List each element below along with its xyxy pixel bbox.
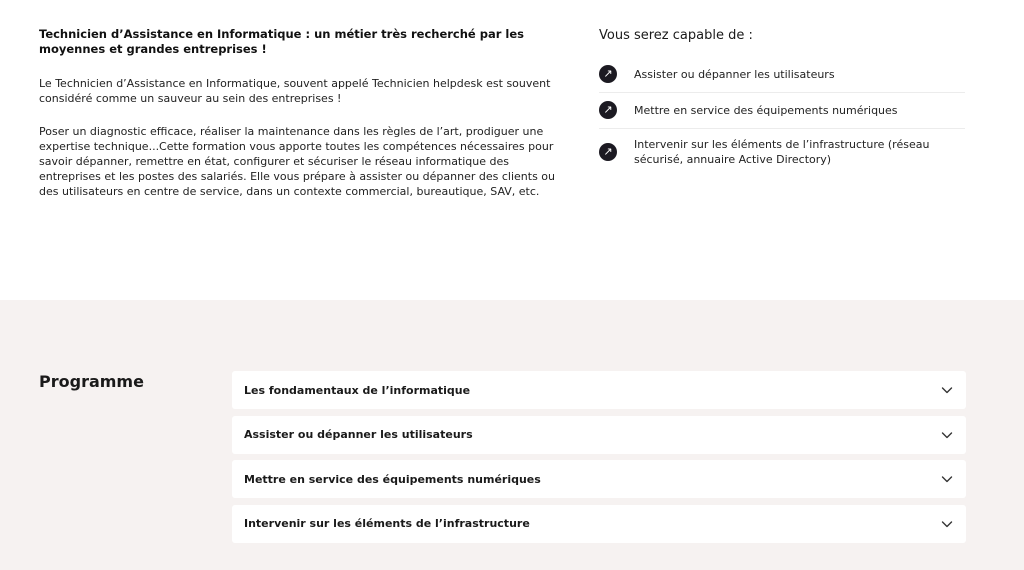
capability-label: Mettre en service des équipements numériques [634, 103, 898, 117]
capability-label: Assister ou dépanner les utilisateurs [634, 67, 835, 81]
capability-item [599, 93, 965, 129]
arrow-up-right-icon: ↗ [599, 65, 617, 83]
chevron-down-icon[interactable] [940, 472, 954, 486]
programme-title: Programme [39, 372, 144, 391]
accordion-item-label: Assister ou dépanner les utilisateurs [244, 428, 473, 441]
arrow-up-right-icon: ↗ [599, 101, 617, 119]
programme-accordion [232, 371, 966, 549]
chevron-down-icon[interactable] [940, 517, 954, 531]
programme-section [0, 300, 1024, 570]
capability-item [599, 129, 965, 176]
accordion-item-assister[interactable] [232, 416, 966, 454]
accordion-item-label: Intervenir sur les éléments de l’infrastructure [244, 517, 530, 530]
capabilities-list [599, 57, 965, 176]
accordion-item-equipements[interactable] [232, 460, 966, 498]
intro-heading: Technicien d’Assistance en Informatique : un métier très recherché par les moyennes et grandes entreprises ! [39, 27, 524, 56]
chevron-down-icon[interactable] [940, 383, 954, 397]
capabilities-block [599, 27, 965, 176]
chevron-down-icon[interactable] [940, 428, 954, 442]
intro-block [39, 27, 559, 199]
arrow-up-right-icon: ↗ [599, 143, 617, 161]
capability-item [599, 57, 965, 93]
intro-paragraph: Poser un diagnostic efficace, réaliser la maintenance dans les règles de l’art, prodiguer une expertise technique...Cette formation vous apporte toutes les compétences nécessaires pour savoir dépanner, remettre en état, configurer et sécuriser le réseau informatique des entreprises et les postes des salariés. Elle vous prépare à assister ou dépanner des clients ou des utilisateurs en centre de service, dans un contexte commercial, bureautique, SAV, etc. [39, 125, 555, 198]
accordion-item-label: Mettre en service des équipements numériques [244, 472, 541, 486]
accordion-item-fondamentaux[interactable] [232, 371, 966, 409]
accordion-item-label: Les fondamentaux de l’informatique [244, 383, 471, 397]
accordion-item-infrastructure[interactable] [232, 505, 966, 543]
capability-label: Intervenir sur les éléments de l’infrastructure (réseau sécurisé, annuaire Active Directory) [634, 138, 930, 166]
intro-paragraph: Le Technicien d’Assistance en Informatique, souvent appelé Technicien helpdesk est souvent considéré comme un sauveur au sein des entreprises ! [39, 77, 551, 105]
capabilities-title: Vous serez capable de : [599, 28, 753, 43]
